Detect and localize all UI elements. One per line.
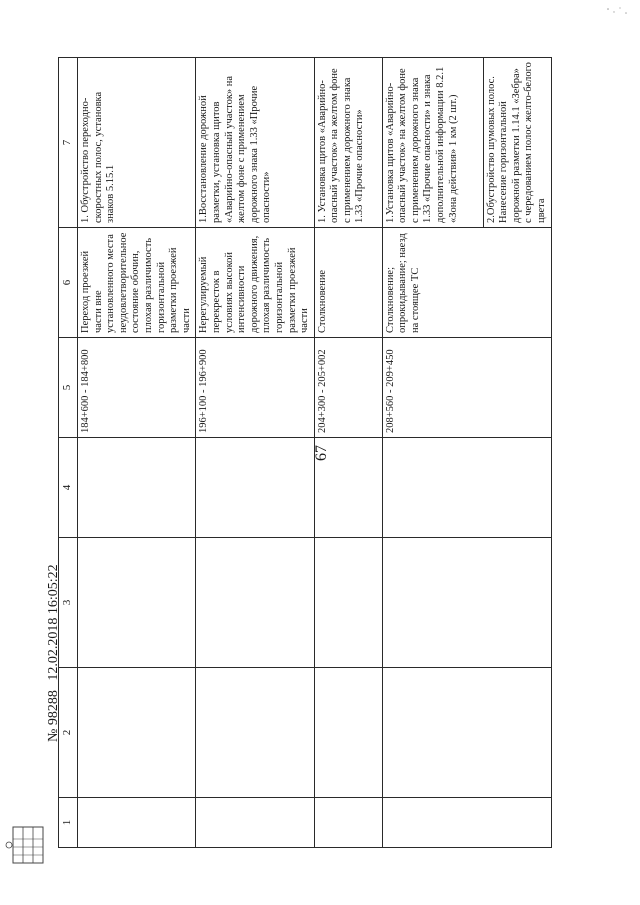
cell-col-4 [314, 438, 382, 538]
document-number: № 98288 [46, 690, 61, 742]
rotated-table-container [58, 58, 548, 848]
header-col-4: 4 [59, 438, 78, 538]
measure-item: 1. Обустройство переходно-скоростных полос, установка знаков 5.15.1 [80, 91, 117, 223]
measure-item: 1.Восстановление дорожной разметки, установка щитов «Аварийно-опасный участок» на желтом фоне с применением дорожного знака 1.33 «Прочие опасности» [198, 75, 273, 223]
header-col-2: 2 [59, 668, 78, 798]
page-number: 67 [313, 445, 330, 461]
cell-measures [314, 58, 382, 228]
document-datetime: 12.02.2018 16:05:22 [46, 564, 61, 681]
cell-col-3 [382, 538, 551, 668]
cell-cause: Столкновение; опрокидывание; наезд на стоящее ТС [382, 228, 551, 338]
cell-col-1 [78, 798, 196, 848]
registry-stamp-icon [3, 825, 53, 865]
cell-measures [196, 58, 314, 228]
cell-col-3 [78, 538, 196, 668]
cell-km-range: 184+600 - 184+800 [78, 338, 196, 438]
cell-col-1 [314, 798, 382, 848]
cell-col-2 [382, 668, 551, 798]
cell-km-range: 196+100 - 196+900 [196, 338, 314, 438]
cell-cause: Нерегулируемый перекресток в условиях высокой интенсивности дорожного движения, плохая различимость горизонтальной разметки проезжей части [196, 228, 314, 338]
cell-cause: Переход проезжей части вне установленного места неудовлетворительное состояние обочин, плохая различимость горизонтальной разметки проезжей части [78, 228, 196, 338]
cell-km-range: 208+560 - 209+450 [382, 338, 551, 438]
cell-col-4 [196, 438, 314, 538]
measure-item: 1.Установка щитов «Аварийно-опасный участок» на желтом фоне с применением дорожного знака 1.33 «Прочие опасности» и знака дополнительной информации 8.2.1 «Зона действия» 1 км (2 шт.) [384, 66, 459, 223]
cell-col-4 [382, 438, 551, 538]
measures-table [58, 57, 552, 848]
header-col-5: 5 [59, 338, 78, 438]
cell-measures [78, 58, 196, 228]
cell-cause: Столкновение [314, 228, 382, 338]
cell-col-3 [314, 538, 382, 668]
scan-noise-icon [602, 4, 632, 18]
table-row [314, 58, 382, 848]
cell-col-1 [196, 798, 314, 848]
cell-col-2 [78, 668, 196, 798]
table-row [196, 58, 314, 848]
table-row [78, 58, 196, 848]
cell-col-2 [196, 668, 314, 798]
measure-item: 1. Установка щитов «Аварийно-опасный участок» на желтом фоне с применением дорожного знака 1.33 «Прочие опасности» [316, 68, 366, 223]
document-id-stamp [46, 482, 66, 742]
cell-col-3 [196, 538, 314, 668]
cell-km-range: 204+300 - 205+002 [314, 338, 382, 438]
header-col-6: 6 [59, 228, 78, 338]
cell-measures [382, 58, 551, 228]
cell-col-1 [382, 798, 551, 848]
header-col-7: 7 [59, 58, 78, 228]
table-row [382, 58, 551, 848]
header-col-3: 3 [59, 538, 78, 668]
cell-col-2 [314, 668, 382, 798]
header-col-1: 1 [59, 798, 78, 848]
measure-item: 2.Обустройство шумовых полос. Нанесение горизонтальной дорожной разметки 1.14.1 «Зебра» с чередованием полос желто-белого цвета [485, 62, 548, 223]
cell-col-4 [78, 438, 196, 538]
